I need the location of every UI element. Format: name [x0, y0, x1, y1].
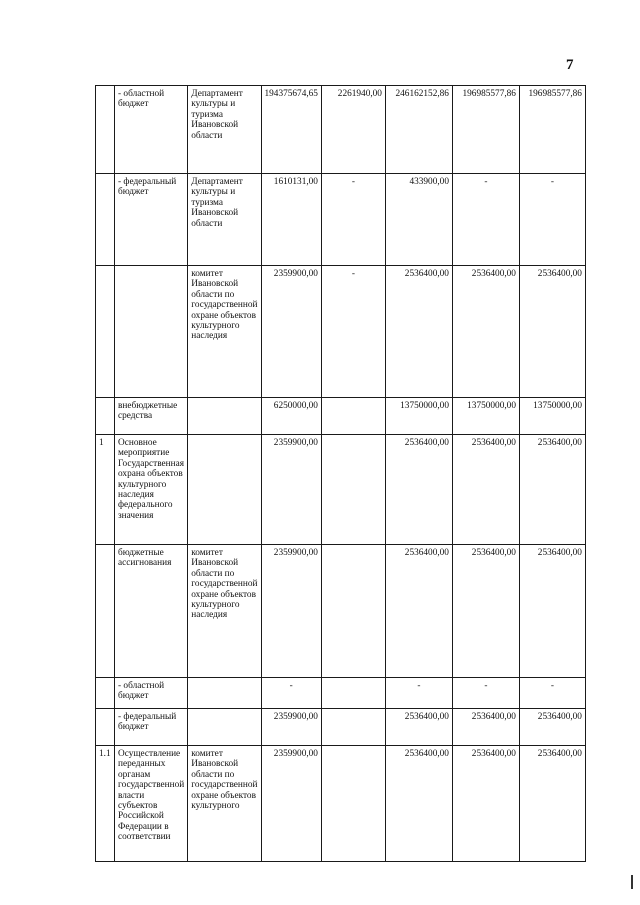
executor-cell — [188, 678, 261, 709]
amount-2019-cell: 6250000,00 — [261, 398, 321, 435]
executor-cell: комитет Ивановской области по государственной охране объектов культурного наследия — [188, 266, 261, 398]
table-row — [96, 266, 586, 398]
amount-2023-cell: 2536400,00 — [519, 266, 585, 398]
amount-2019-cell: 2359900,00 — [261, 746, 321, 862]
amount-2022-cell: 2536400,00 — [452, 435, 519, 545]
executor-cell — [188, 398, 261, 435]
amount-2021-cell: 2536400,00 — [385, 266, 452, 398]
amount-2019-cell: 2359900,00 — [261, 266, 321, 398]
item-name-cell: Осуществление переданных органам государственной власти субъектов Российской Федерации в соответствии — [115, 746, 188, 862]
row-index-cell — [96, 86, 115, 174]
amount-2023-cell: - — [519, 174, 585, 266]
row-index-cell — [96, 266, 115, 398]
table-row — [96, 746, 586, 862]
executor-cell: комитет Ивановской области по государственной охране объектов культурного — [188, 746, 261, 862]
executor-cell: Департамент культуры и туризма Ивановской области — [188, 86, 261, 174]
amount-2019-cell: 2359900,00 — [261, 545, 321, 678]
row-index-cell: 1 — [96, 435, 115, 545]
item-name-cell: - областной бюджет — [115, 678, 188, 709]
amount-2020-cell — [321, 678, 385, 709]
amount-2022-cell: 2536400,00 — [452, 709, 519, 746]
amount-2021-cell: 2536400,00 — [385, 746, 452, 862]
amount-2022-cell: 2536400,00 — [452, 545, 519, 678]
executor-cell — [188, 435, 261, 545]
amount-2019-cell: - — [261, 678, 321, 709]
amount-2020-cell — [321, 709, 385, 746]
budget-table — [95, 85, 586, 862]
executor-cell — [188, 709, 261, 746]
item-name-cell — [115, 266, 188, 398]
amount-2019-cell: 1610131,00 — [261, 174, 321, 266]
executor-cell: комитет Ивановской области по государственной охране объектов культурного наследия — [188, 545, 261, 678]
amount-2023-cell: 2536400,00 — [519, 709, 585, 746]
amount-2021-cell: - — [385, 678, 452, 709]
row-index-cell: 1.1 — [96, 746, 115, 862]
amount-2023-cell: 196985577,86 — [519, 86, 585, 174]
amount-2019-cell: 2359900,00 — [261, 709, 321, 746]
amount-2023-cell: 2536400,00 — [519, 435, 585, 545]
amount-2022-cell: - — [452, 678, 519, 709]
amount-2022-cell: 2536400,00 — [452, 746, 519, 862]
amount-2022-cell: 13750000,00 — [452, 398, 519, 435]
table-row — [96, 678, 586, 709]
amount-2019-cell: 194375674,65 — [261, 86, 321, 174]
amount-2023-cell: 2536400,00 — [519, 545, 585, 678]
amount-2019-cell: 2359900,00 — [261, 435, 321, 545]
table-row — [96, 435, 586, 545]
page-edge-mark — [631, 875, 633, 889]
table-row — [96, 545, 586, 678]
amount-2020-cell: - — [321, 174, 385, 266]
executor-cell: Департамент культуры и туризма Ивановской области — [188, 174, 261, 266]
amount-2021-cell: 433900,00 — [385, 174, 452, 266]
amount-2020-cell — [321, 435, 385, 545]
amount-2023-cell: - — [519, 678, 585, 709]
item-name-cell: - федеральный бюджет — [115, 174, 188, 266]
item-name-cell: внебюджетные средства — [115, 398, 188, 435]
amount-2021-cell: 13750000,00 — [385, 398, 452, 435]
item-name-cell: бюджетные ассигнования — [115, 545, 188, 678]
row-index-cell — [96, 398, 115, 435]
amount-2021-cell: 2536400,00 — [385, 545, 452, 678]
page-number: 7 — [566, 57, 574, 73]
item-name-cell: - федеральный бюджет — [115, 709, 188, 746]
amount-2022-cell: 196985577,86 — [452, 86, 519, 174]
amount-2020-cell: - — [321, 266, 385, 398]
table-row — [96, 174, 586, 266]
amount-2023-cell: 13750000,00 — [519, 398, 585, 435]
row-index-cell — [96, 709, 115, 746]
item-name-cell: Основное мероприятие Государственная охрана объектов культурного наследия федерального значения — [115, 435, 188, 545]
amount-2022-cell: 2536400,00 — [452, 266, 519, 398]
amount-2020-cell: 2261940,00 — [321, 86, 385, 174]
amount-2020-cell — [321, 545, 385, 678]
table-row — [96, 709, 586, 746]
amount-2020-cell — [321, 398, 385, 435]
row-index-cell — [96, 545, 115, 678]
amount-2022-cell: - — [452, 174, 519, 266]
table-row — [96, 398, 586, 435]
amount-2020-cell — [321, 746, 385, 862]
amount-2021-cell: 246162152,86 — [385, 86, 452, 174]
amount-2021-cell: 2536400,00 — [385, 709, 452, 746]
row-index-cell — [96, 174, 115, 266]
amount-2021-cell: 2536400,00 — [385, 435, 452, 545]
table-row — [96, 86, 586, 174]
item-name-cell: - областной бюджет — [115, 86, 188, 174]
amount-2023-cell: 2536400,00 — [519, 746, 585, 862]
row-index-cell — [96, 678, 115, 709]
